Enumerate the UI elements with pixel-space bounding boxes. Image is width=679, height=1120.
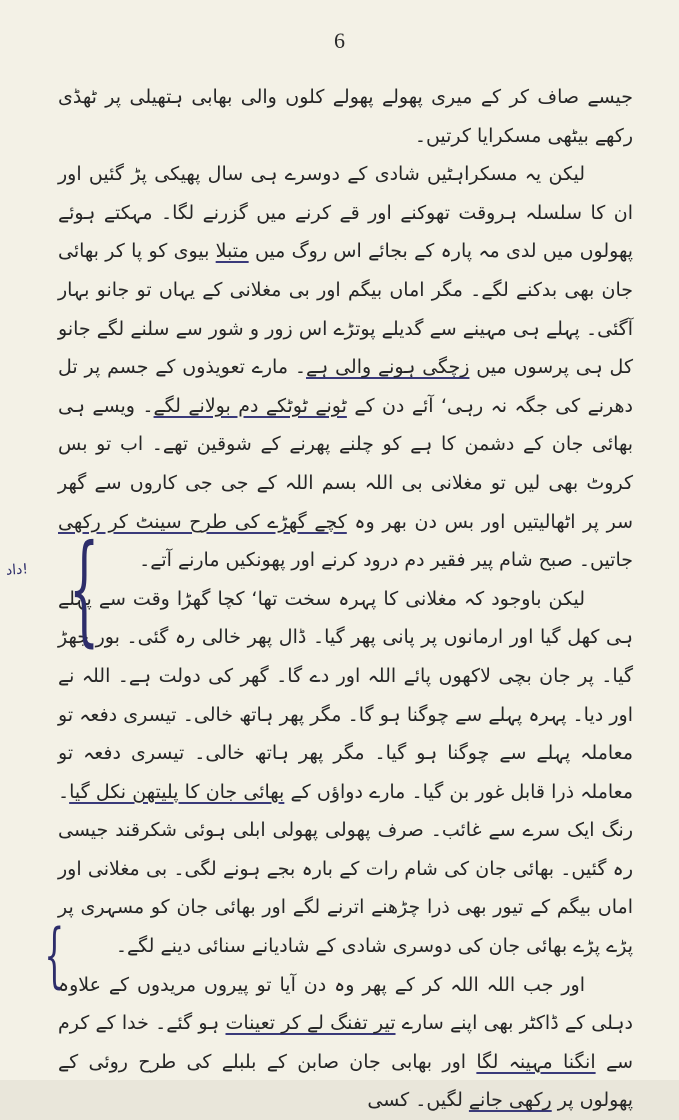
text-run: بیوی کو پا کر بھائی جان بھی بدکنے لگے۔ مگر اماں بیگم اور بی مغلانی کے یہاں تو جانو بہار آگئی۔ پہلے ہی مہینے سے گدیلے پوتڑے اس زور و شور سے سلنے لگے جانو کل ہی پرسوں میں xyxy=(58,240,633,379)
text-run: اور بھابی جان صابن کے بلبلے کی طرح روئی کے پھولوں پر xyxy=(58,1050,633,1112)
underlined-text: ٹونے ٹوٹکے دم بولانے لگے xyxy=(153,394,347,417)
paragraph xyxy=(58,78,633,155)
text-run: ہو گئے۔ خدا کے کرم سے xyxy=(58,1012,633,1073)
paragraph xyxy=(58,580,633,966)
text-run: لگیں۔ کسی xyxy=(367,1089,469,1112)
text-run: جاتیں۔ صبح شام پیر فقیر دم درود کرنے اور پھونکیں مارنے آتے۔ xyxy=(139,549,633,572)
handwritten-brace-icon: { xyxy=(68,520,100,659)
handwritten-brace-bottom-icon: { xyxy=(44,914,65,996)
text-run: لیکن یہ مسکراہٹیں شادی کے دوسرے ہی سال پھیکی پڑ گئیں اور ان کا سلسلہ ہروقت تھوکنے اور قے کرنے میں گزرنے لگا۔ مہکتے ہوئے پھولوں میں لدی مہ پارہ کے بجائے اس روگ میں xyxy=(58,163,633,263)
text-run: اور جب اللہ اللہ کر کے پھر وہ دن آیا تو پیروں مریدوں کے علاوہ دہلی کے ڈاکٹر بھی اپنے سارے xyxy=(58,973,633,1035)
paragraph xyxy=(58,155,633,580)
text-run: جیسے صاف کر کے میری پھولے پھولے کلوں والی بھابی ہتھیلی پر ٹھڈی رکھے بیٹھی مسکرایا کرتیں۔ xyxy=(58,86,633,147)
margin-note: داد! xyxy=(5,561,29,579)
text-run: ۔ ویسے ہی بھائی جان کے دشمن کا ہے کو چلنے پھرنے کے شوقین تھے۔ اب تو بس کروٹ بھی لیں تو مغلانی بی اللہ بسم اللہ کے جی جی کاروں سے گھر سر پر اٹھالیتیں اور بس دن بھر وہ xyxy=(58,394,633,533)
underlined-text: زچگی ہونے والی ہے xyxy=(306,356,470,379)
underlined-text: متبلا xyxy=(215,240,249,263)
underlined-text: بھائی جان کا پلیتھن نکل گیا xyxy=(69,780,285,803)
text-run: ۔ مارے تعویذوں کے جسم پر تل دھرنے کی جگہ نہ رہی‘ آئے دن کے xyxy=(58,356,634,417)
paragraph xyxy=(58,966,633,1120)
underlined-text: رکھی جانے xyxy=(468,1089,552,1112)
text-run: ۔ رنگ ایک سرے سے غائب۔ صرف پھولی پھولی ابلی ہوئی شکرقند جیسی رہ گئیں۔ بھائی جان کی شام رات کے بارہ بجے ہونے لگی۔ بی مغلانی اور اماں بیگم کے تیور بھی ذرا چڑھنے اترنے لگے اور بھائی جان کو مسہری پر پڑے پڑے بھائی جان کی دوسری شادی کے شادیانے سنائی دینے لگے۔ xyxy=(58,780,633,958)
text-run: لیکن باوجود کہ مغلانی کا پہرہ سخت تھا‘ کچا گھڑا وقت سے پہلے ہی کھل گیا اور ارمانوں پر پانی پھر گیا۔ ڈال پھر خالی رہ گئی۔ بور جھڑ گیا۔ پر جان بچی لاکھوں پائے اللہ اور دے گا۔ گھر کی دولت ہے۔ اللہ نے اور دیا۔ پہرہ پہلے سے چوگنا ہو گا۔ مگر پھر ہاتھ خالی۔ تیسری دفعہ تو معاملہ پہلے سے چوگنا ہو گیا۔ مگر پھر ہاتھ خالی۔ تیسری دفعہ تو معاملہ ذرا قابل غور بن گیا۔ مارے دواؤں کے xyxy=(58,587,634,803)
underlined-text: تیر تفنگ لے کر تعینات xyxy=(225,1012,396,1035)
page-number: 6 xyxy=(334,28,345,53)
underlined-text: انگنا مہینہ لگا xyxy=(476,1050,596,1073)
underlined-text: کچے گھڑے کی طرح سینٹ کر رکھی xyxy=(58,510,347,533)
body-text xyxy=(58,78,633,1120)
